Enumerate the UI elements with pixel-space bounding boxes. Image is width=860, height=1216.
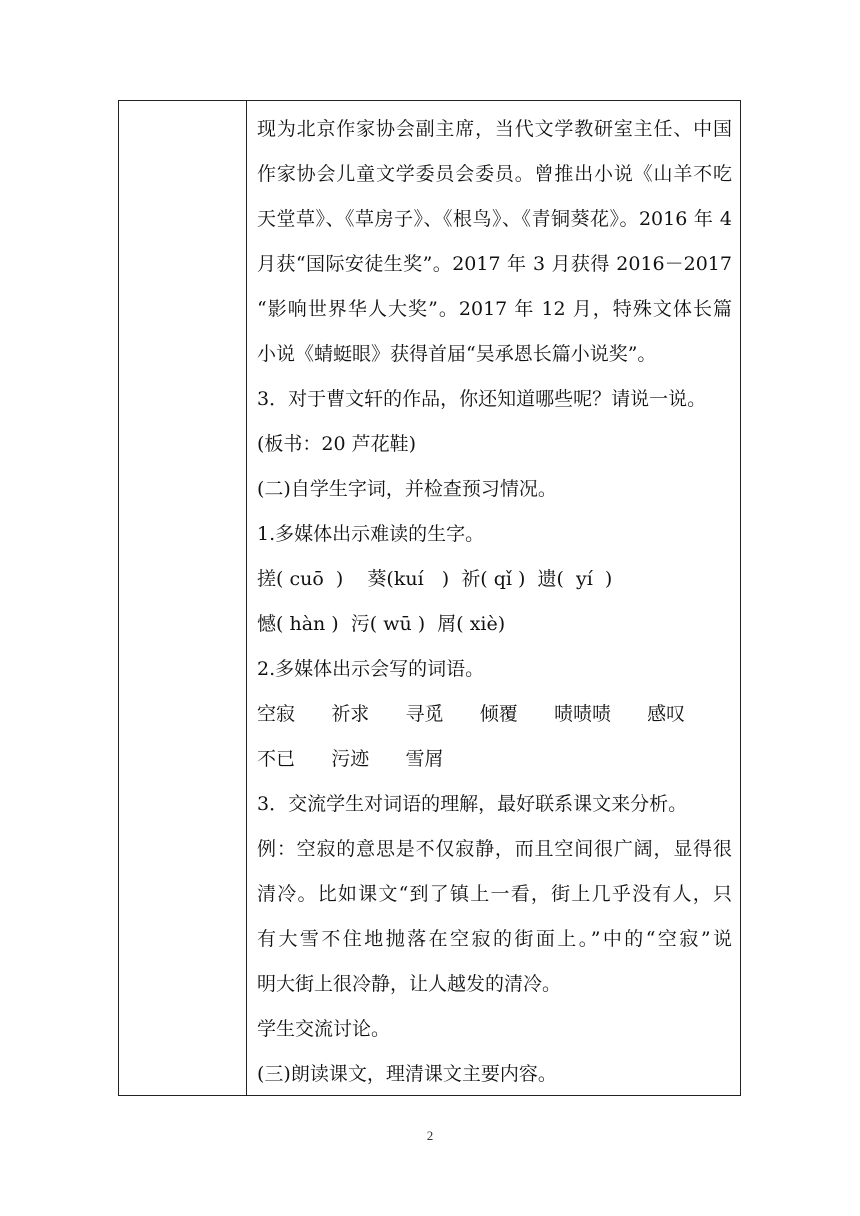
- text-line: 学生交流讨论。: [257, 1018, 391, 1040]
- text-line: 3．对于曹文轩的作品，你还知道哪些呢？请说一说。: [257, 388, 707, 410]
- section-heading: (三)朗读课文，理清课文主要内容。: [257, 1063, 557, 1085]
- page-number: 2: [426, 1128, 434, 1143]
- blackboard-note: (板书：20 芦花鞋): [257, 433, 417, 455]
- text-line: 天堂草》、《草房子》、《根鸟》、《青铜葵花》。2016 年 4: [257, 208, 732, 230]
- text-line: 2.多媒体出示会写的词语。: [257, 658, 485, 680]
- pinyin-line: 憾( hàn ) 污( wū ) 屑( xiè): [257, 613, 506, 635]
- lesson-table: [118, 100, 741, 1096]
- text-line: 小说《蜻蜓眼》获得首届“吴承恩长篇小说奖”。: [257, 343, 657, 365]
- vocabulary-line: 空寂 祈求 寻觅 倾覆 啧啧啧 感叹: [257, 703, 686, 725]
- text-line: 作家协会儿童文学委员会委员。曾推出小说《山羊不吃: [257, 163, 732, 185]
- text-line: 明大街上很冷静，让人越发的清冷。: [257, 973, 562, 995]
- section-heading: (二)自学生字词，并检查预习情况。: [257, 478, 557, 500]
- text-line: 有大雪不住地抛落在空寂的街面上。”中的“空寂”说: [257, 928, 732, 950]
- vocabulary-line: 不已 污迹 雪屑: [257, 748, 444, 770]
- text-line: 月获“国际安徒生奖”。2017 年 3 月获得 2016－2017: [257, 253, 732, 275]
- table-left-cell: [119, 101, 246, 1095]
- pinyin-line: 搓( cuō ) 葵(kuí ) 祈( qǐ ) 遗( yí ): [257, 568, 613, 590]
- text-line: 1.多媒体出示难读的生字。: [257, 523, 485, 545]
- text-line: 3．交流学生对词语的理解，最好联系课文来分析。: [257, 793, 688, 815]
- table-content-cell: [247, 101, 740, 1095]
- text-line: 现为北京作家协会副主席，当代文学教研室主任、中国: [257, 118, 732, 140]
- text-line: “影响世界华人大奖”。2017 年 12 月，特殊文体长篇: [257, 298, 732, 320]
- text-line: 例：空寂的意思是不仅寂静，而且空间很广阔，显得很: [257, 838, 732, 860]
- text-line: 清冷。比如课文“到了镇上一看，街上几乎没有人，只: [257, 883, 732, 905]
